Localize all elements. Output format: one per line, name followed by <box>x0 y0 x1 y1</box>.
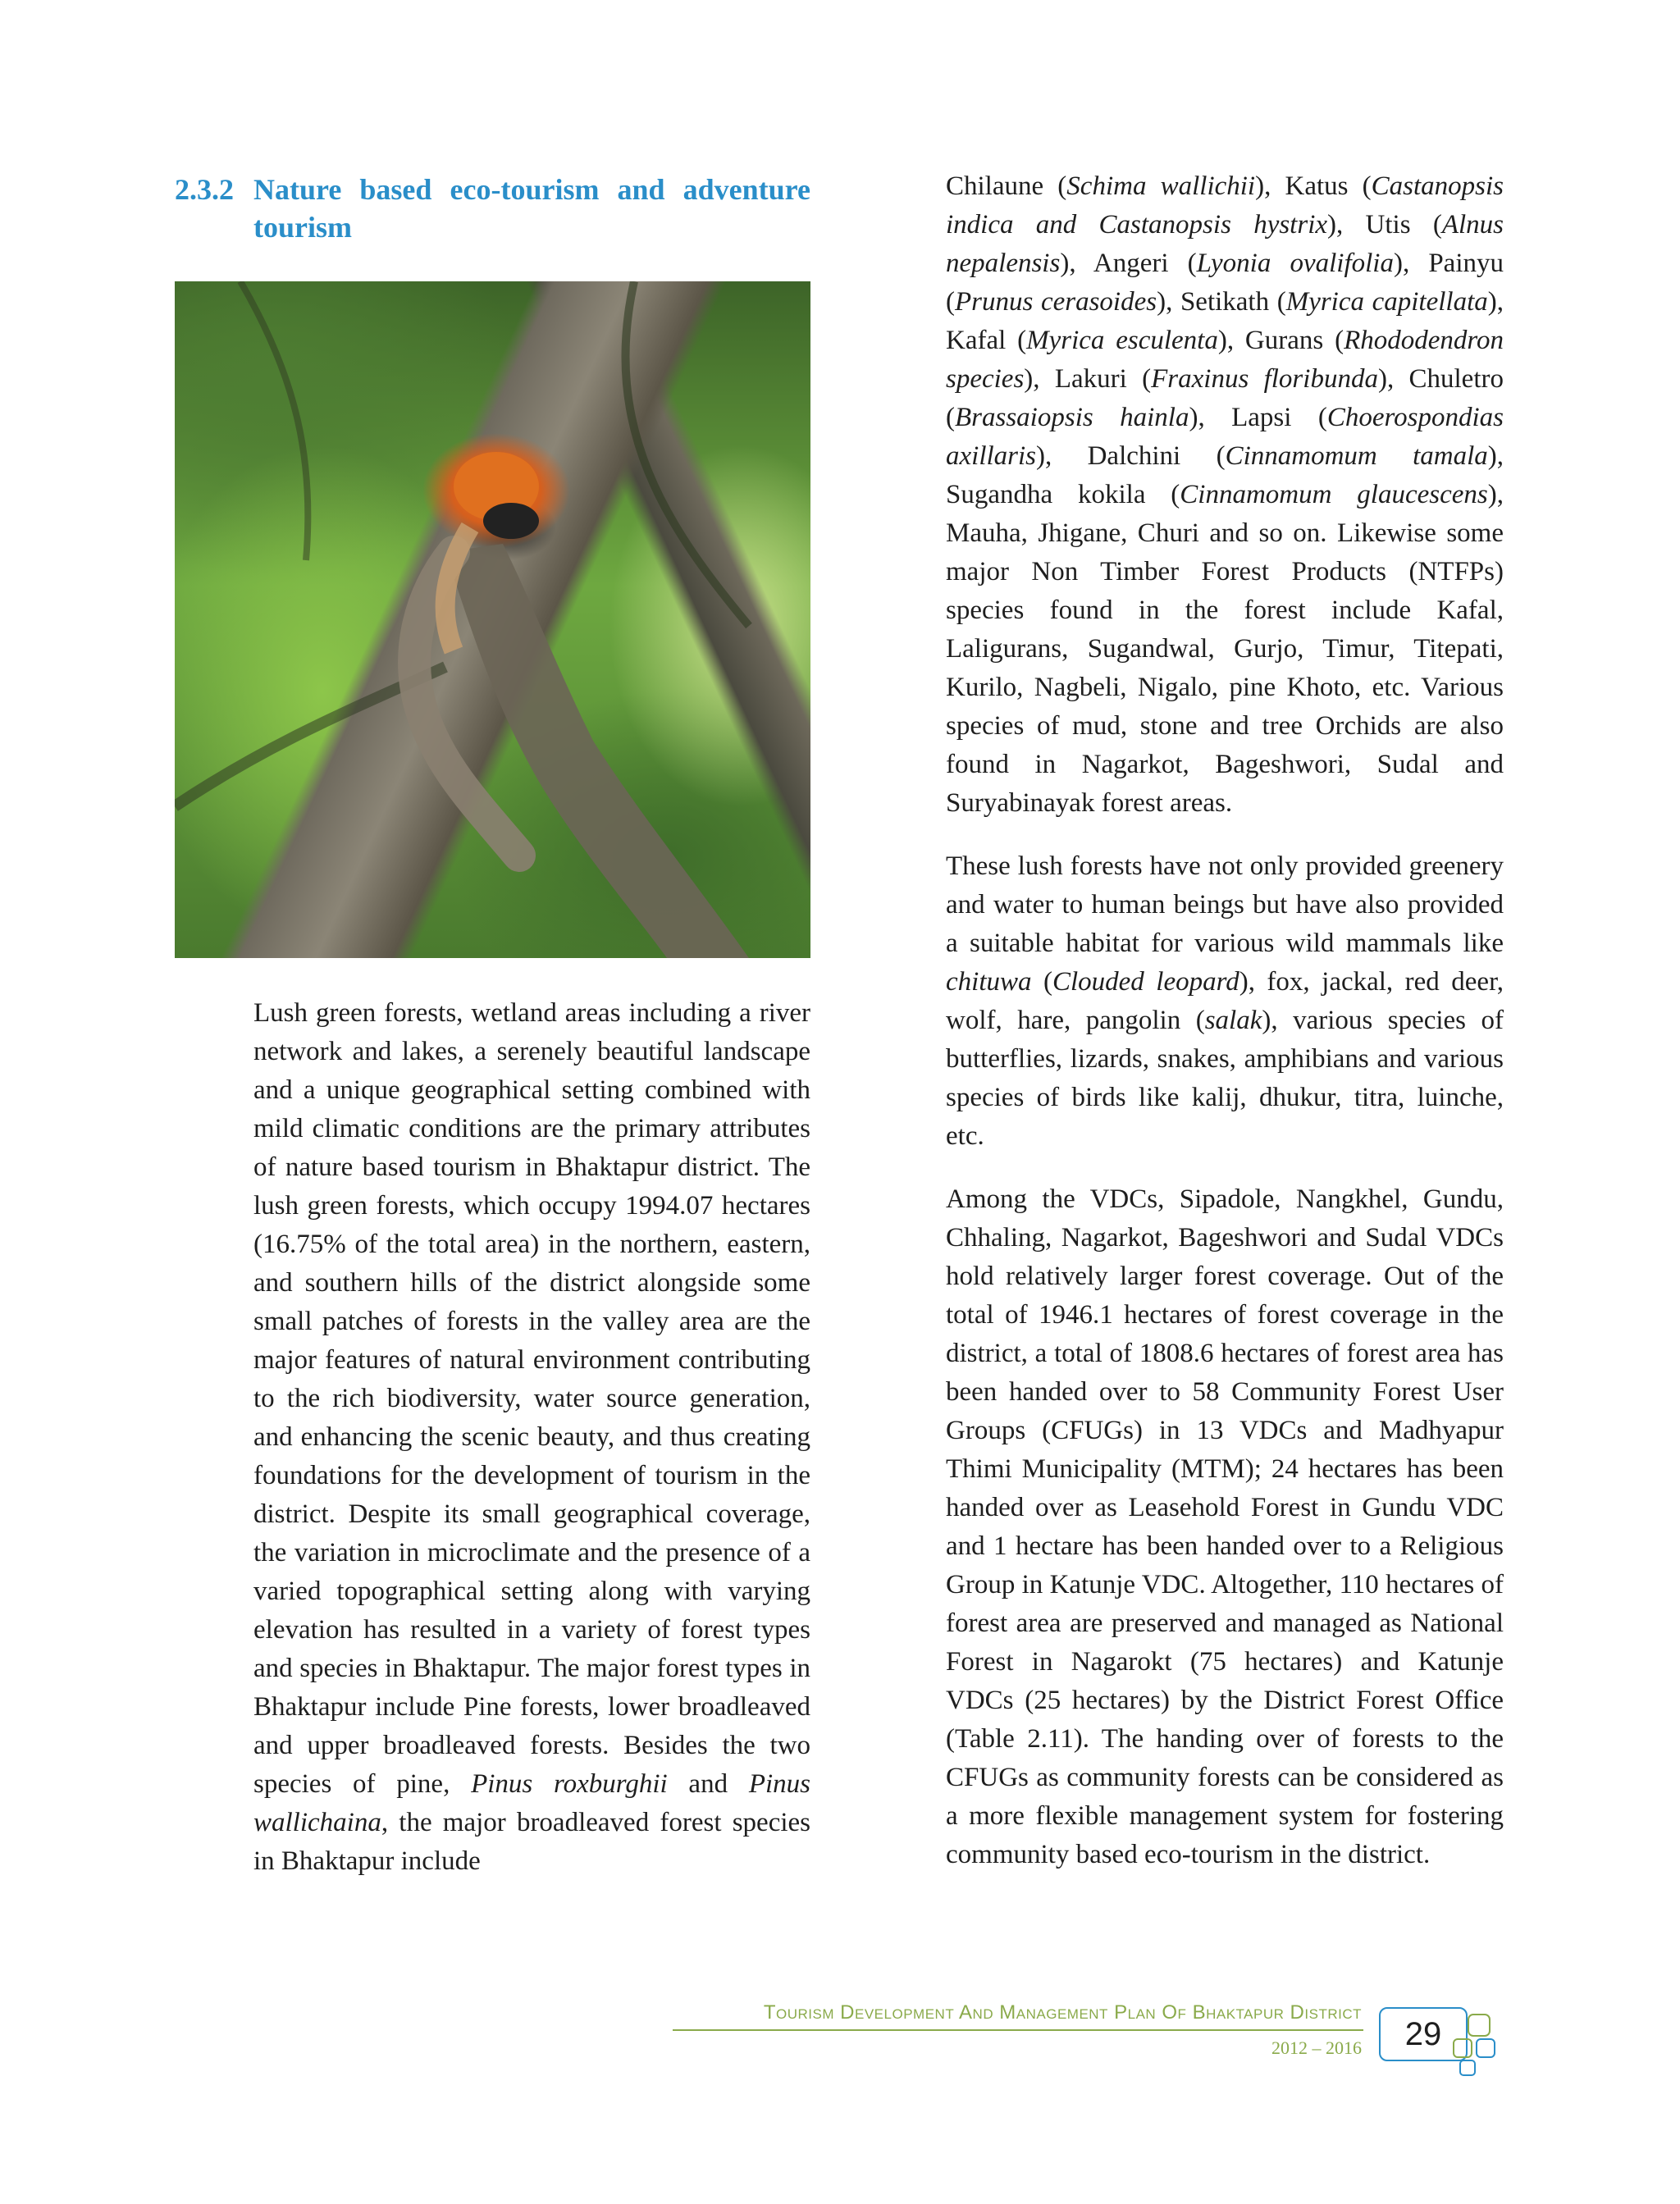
text-run: ), Sugandha kokila ( <box>946 441 1504 509</box>
text-run: ), Lapsi ( <box>1189 403 1327 432</box>
species-name: Rhododendron species <box>946 326 1504 394</box>
text-run: ), fox, jackal, red deer, wolf, hare, pangolin ( <box>946 967 1504 1035</box>
footer-years: 2012 – 2016 <box>1271 2037 1362 2058</box>
species-name: Prunus cerasoides <box>955 287 1157 317</box>
paragraph-wildlife-habitat <box>946 847 1504 1156</box>
paragraph-forest-coverage: Among the VDCs, Sipadole, Nangkhel, Gundu, Chhaling, Nagarkot, Bageshwori and Sudal VDCs hold relatively larger forest coverage. Out of the total of 1946.1 hectares of forest coverage in the district, a total of 1808.6 hectares of forest area has been handed over to 58 Community Forest User Groups (CFUGs) in 13 VDCs and Madhyapur Thimi Municipality (MTM); 24 hectares has been handed over as Leasehold Forest in Gundu VDC and 1 hectare has been handed over to a Religious Group in Katunje VDC. Altogether, 110 hectares of forest area are preserved and managed as National Forest in Nagarokt (75 hectares) and Katunje VDCs (25 hectares) by the District Forest Office (Table 2.11). The handing over of forests to the CFUGs as community forests can be considered as a more flexible management system for fostering community based eco-tourism in the district. <box>946 1184 1504 1869</box>
species-name: Myrica esculenta <box>1026 326 1218 355</box>
text-run: ), Utis ( <box>1327 210 1442 240</box>
text-run: ), Angeri ( <box>1060 249 1197 278</box>
species-name: salak <box>1204 1006 1262 1035</box>
species-name: Pinus wallichaina <box>253 1769 810 1837</box>
text-run: ), Kafal ( <box>946 287 1504 355</box>
footer-title: Tourism Development And Management Plan Of Bhaktapur District <box>763 2001 1362 2024</box>
species-name: Fraxinus floribunda <box>1151 364 1378 394</box>
section-number: 2.3.2 <box>175 173 234 206</box>
species-name: Schima wallichii <box>1066 171 1256 201</box>
text-run: , the major broadleaved forest species in Bhaktapur include <box>253 1808 810 1876</box>
paragraph <box>253 994 810 1881</box>
species-name: Cinnamomum tamala <box>1225 441 1488 471</box>
text-run: ), Mauha, Jhigane, Churi and so on. Likewise some major Non Timber Forest Products (NTFPs) species found in the forest include Kafal, Laligurans, Sugandwal, Gurjo, Timur, Titepati, Kurilo, Nagbeli, Nigalo, pine Khoto, etc. Various species of mud, stone and tree Orchids are also found in Nagarkot, Bageshwori, Sudal and Suryabinayak forest areas. <box>946 480 1504 818</box>
species-name: Choerospondias axillaris <box>946 403 1504 471</box>
text-run: ), Setikath ( <box>1157 287 1286 317</box>
text-run: ), Chuletro ( <box>946 364 1504 432</box>
text-run: ( <box>1031 967 1052 997</box>
text-run: and <box>667 1769 749 1799</box>
footer-divider <box>673 2029 1363 2031</box>
species-name: Castanopsis indica and Castanopsis hystrix <box>946 171 1504 240</box>
page-number: 29 <box>1379 2007 1468 2061</box>
species-name: Clouded leopard <box>1052 967 1239 997</box>
species-name: Lyonia ovalifolia <box>1196 249 1394 278</box>
species-name: Brassaiopsis hainla <box>955 403 1189 432</box>
text-run: ), Lakuri ( <box>1024 364 1152 394</box>
text-run: Chilaune ( <box>946 171 1067 201</box>
lizard-illustration <box>175 281 810 958</box>
decorative-squares-icon <box>1452 2010 1501 2083</box>
text-run: These lush forests have not only provided greenery and water to human beings but have also provided a suitable habitat for various wild mammals like <box>946 851 1504 958</box>
species-name: Cinnamomum glaucescens <box>1180 480 1488 509</box>
lizard-photo <box>175 281 810 958</box>
text-run: ), Katus ( <box>1255 171 1372 201</box>
right-column-text <box>946 167 1504 1874</box>
species-name: Pinus roxburghii <box>471 1769 668 1799</box>
text-run: ), Gurans ( <box>1217 326 1344 355</box>
text-run: Lush green forests, wetland areas including a river network and lakes, a serenely beautiful landscape and a unique geographical setting combined with mild climatic conditions are the primary attributes of nature based tourism in Bhaktapur district. The lush green forests, which occupy 1994.07 hectares (16.75% of the total area) in the northern, eastern, and southern hills of the district alongside some small patches of forests in the valley area are the major features of natural environment contributing to the rich biodiversity, water source generation, and enhancing the scenic beauty, and thus creating foundations for the development of tourism in the district. Despite its small geographical coverage, the variation in microclimate and the presence of a varied topographical setting along with varying elevation has resulted in a variety of forest types and species in Bhaktapur. The major forest types in Bhaktapur include Pine forests, lower broadleaved and upper broadleaved forests. Besides the two species of pine, <box>253 998 810 1799</box>
species-name: Alnus nepalensis <box>946 210 1504 278</box>
text-run: ), Painyu ( <box>946 249 1504 317</box>
text-run: ), Dalchini ( <box>1036 441 1226 471</box>
section-title: Nature based eco-tourism and adventure tourism <box>253 173 810 244</box>
species-name: Myrica capitellata <box>1285 287 1488 317</box>
text-run: ), various species of butterflies, lizards, snakes, amphibians and various species of birds like kalij, dhukur, titra, luinche, etc. <box>946 1006 1504 1151</box>
paragraph-forest-species <box>946 167 1504 823</box>
left-column-text <box>253 994 810 1881</box>
section-heading <box>175 171 810 246</box>
species-name: chituwa <box>946 967 1032 997</box>
